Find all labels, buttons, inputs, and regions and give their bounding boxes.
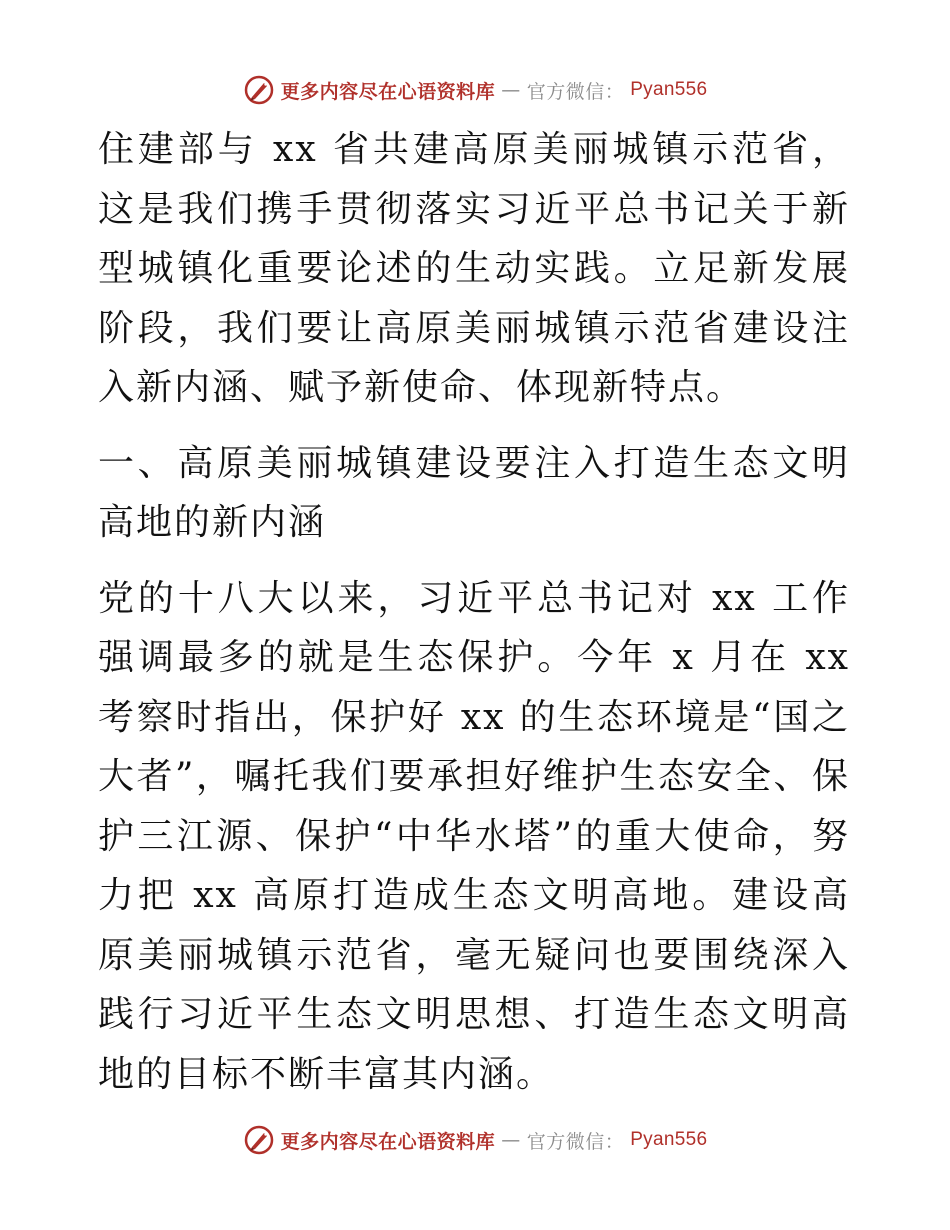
header-banner bbox=[0, 70, 950, 110]
banner-main-text: 更多内容尽在心语资料库 bbox=[280, 1130, 496, 1153]
banner-wechat-id: Pyan556 bbox=[630, 1129, 708, 1150]
banner-wechat-label: 官方微信： bbox=[526, 1130, 625, 1153]
paragraph-intro: 住建部与 xx 省共建高原美丽城镇示范省，这是我们携手贯彻落实习近平总书记关于新型城镇化重要论述的生动实践。立足新发展阶段，我们要让高原美丽城镇示范省建设注入新内涵、赋予新使命、体现新特点。 bbox=[98, 129, 850, 408]
banner-wechat-label: 官方微信： bbox=[526, 80, 625, 103]
pen-logo-icon bbox=[243, 1124, 275, 1156]
section-heading: 一、高原美丽城镇建设要注入打造生态文明高地的新内涵 bbox=[98, 442, 850, 543]
banner-separator: — bbox=[501, 1129, 521, 1151]
banner-main-text: 更多内容尽在心语资料库 bbox=[280, 80, 496, 103]
banner-wechat-id: Pyan556 bbox=[630, 79, 708, 100]
banner-separator: — bbox=[501, 79, 521, 101]
document-body bbox=[98, 120, 850, 1104]
footer-banner bbox=[0, 1120, 950, 1160]
pen-logo-icon bbox=[243, 74, 275, 106]
paragraph-body: 党的十八大以来，习近平总书记对 xx 工作强调最多的就是生态保护。今年 x 月在 xx 考察时指出，保护好 xx 的生态环境是“国之大者”，嘱托我们要承担好维护生态安全、保护三江源、保护“中华水塔”的重大使命，努力把 xx 高原打造成生态文明高地。建设高原美丽城镇示范省，毫无疑问也要围绕深入践行习近平生态文明思想、打造生态文明高地的目标不断丰富其内涵。 bbox=[98, 577, 850, 1095]
